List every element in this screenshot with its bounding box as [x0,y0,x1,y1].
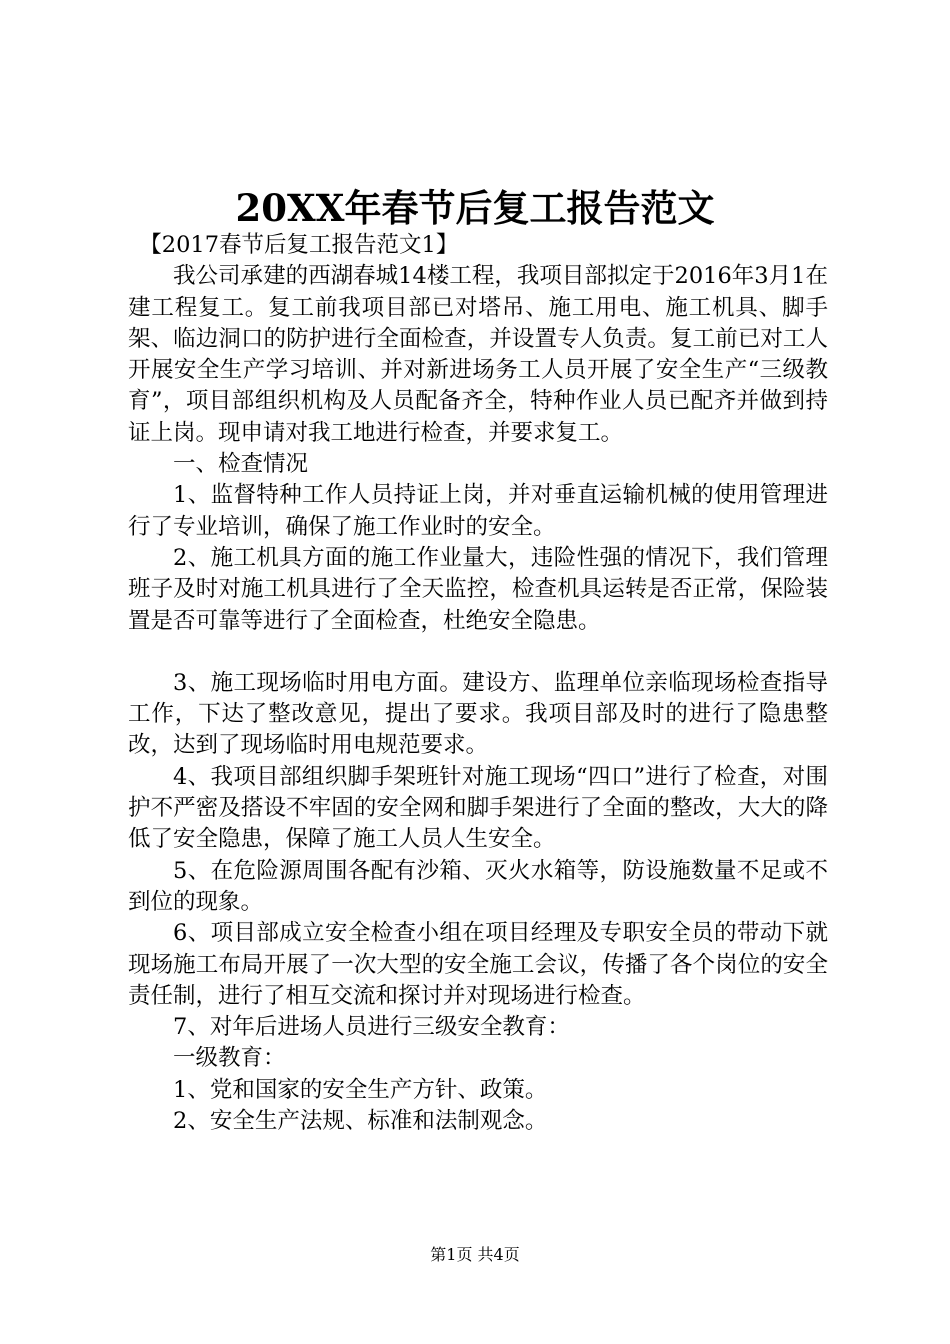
document-subheading: 【2017春节后复工报告范文1】 [139,232,459,258]
paragraph: 5、在危险源周围各配有沙箱、灭火水箱等，防设施数量不足或不到位的现象。 [128,857,828,915]
section-heading: 一、检查情况 [173,451,309,478]
paragraph: 我公司承建的西湖春城14楼工程，我项目部拟定于2016年3月1在建工程复工。复工前我项目部已对塔吊、施工用电、施工机具、脚手架、临边洞口的防护进行全面检查，并设置专人负责。复工前已对工人开展安全生产学习培训、并对新进场务工人员开展了安全生产“三级教育”，项目部组织机构及人员配备齐全，特种作业人员已配齐并做到持证上岗。现申请对我工地进行检查，并要求复工。 [128,263,828,446]
paragraph: 一级教育： [173,1045,286,1072]
paragraph: 2、施工机具方面的施工作业量大，违险性强的情况下，我们管理班子及时对施工机具进行了全天监控，检查机具运转是否正常，保险装置是否可靠等进行了全面检查，杜绝安全隐患。 [128,544,828,634]
paragraph: 6、项目部成立安全检查小组在项目经理及专职安全员的带动下就现场施工布局开展了一次大型的安全施工会议，传播了各个岗位的安全责任制，进行了相互交流和探讨并对现场进行检查。 [128,920,828,1009]
document-title: 20XX年春节后复工报告范文 [235,186,715,230]
blank-line [128,637,828,668]
list-item: 2、安全生产法规、标准和法制观念。 [173,1108,548,1135]
page-footer: 第1页 共4页 [430,1245,520,1264]
list-item: 1、党和国家的安全生产方针、政策。 [173,1076,548,1103]
document-body [128,230,828,1137]
paragraph: 3、施工现场临时用电方面。建设方、监理单位亲临现场检查指导工作，下达了整改意见，提出了要求。我项目部及时的进行了隐患整改，达到了现场临时用电规范要求。 [128,669,828,759]
paragraph: 1、监督特种工作人员持证上岗，并对垂直运输机械的使用管理进行了专业培训，确保了施工作业时的安全。 [128,482,828,540]
paragraph: 7、对年后进场人员进行三级安全教育： [173,1014,570,1041]
paragraph: 4、我项目部组织脚手架班针对施工现场“四口”进行了检查，对围护不严密及搭设不牢固的安全网和脚手架进行了全面的整改，大大的降低了安全隐患，保障了施工人员人生安全。 [128,763,828,853]
